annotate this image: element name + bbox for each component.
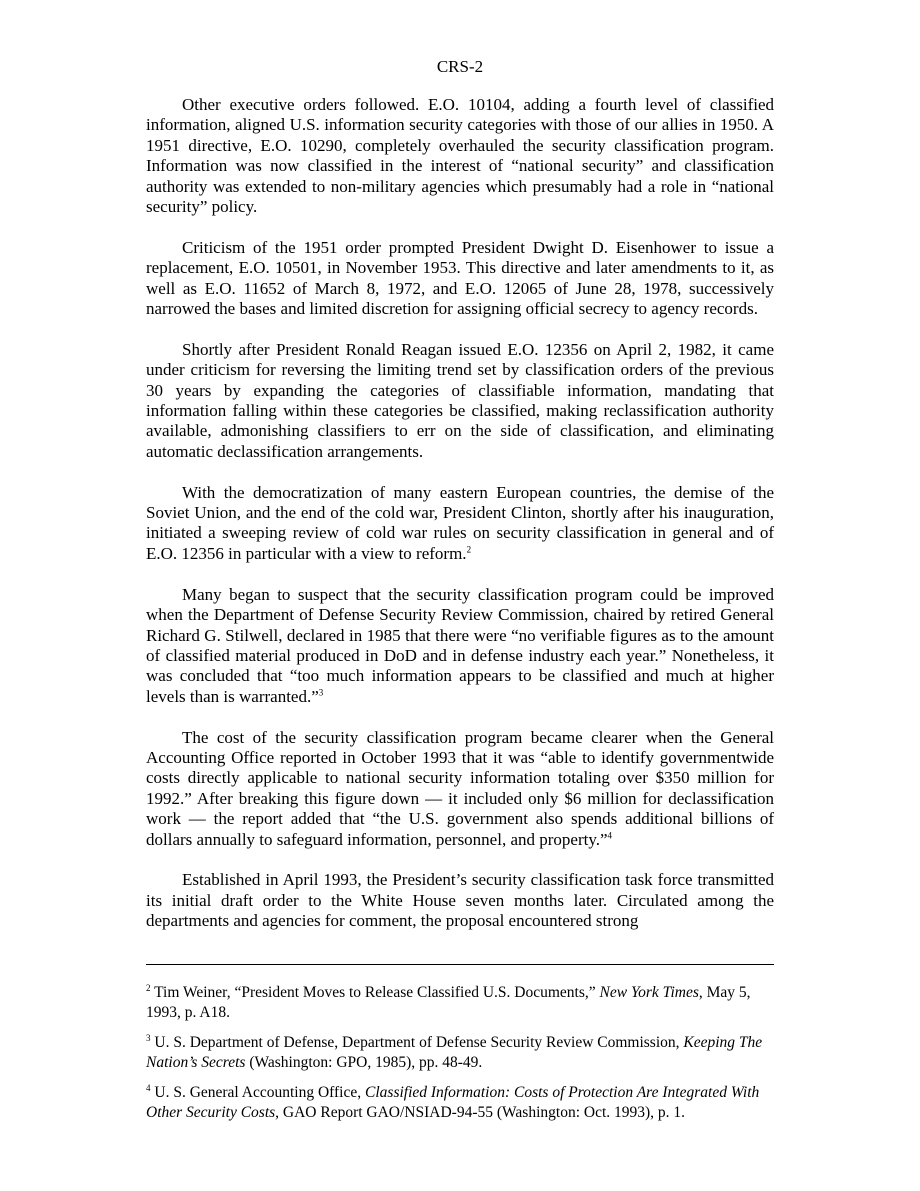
paragraph-text: With the democratization of many eastern European countries, the demise of the Soviet Union, and the end of the cold war, President Clinton, shortly after his inauguration, initiated a sweeping review of cold war rules on security classification in general and of E.O. 12356 in particular with a view to reform. — [146, 482, 774, 563]
footnotes — [146, 983, 774, 1133]
paragraph — [146, 483, 774, 565]
footnote-number: 4 — [146, 1082, 151, 1093]
paragraph — [146, 728, 774, 850]
footnote-text: , May 5, 1993, p. A18. — [146, 984, 751, 1021]
footnote-ref: 4 — [607, 829, 613, 840]
paragraph-text: Criticism of the 1951 order prompted President Dwight D. Eisenhower to issue a replacement, E.O. 10501, in November 1953. This directive and later amendments to it, as well as E.O. 11652 of March 8, 1972, and E.O. 12065 of June 28, 1978, successively narrowed the bases and limited discretion for assigning official secrecy to agency records. — [146, 237, 774, 319]
footnote — [146, 1083, 774, 1123]
paragraph-text: Other executive orders followed. E.O. 10104, adding a fourth level of classified information, aligned U.S. information security categories with those of our allies in 1950. A 1951 directive, E.O. 10290, completely overhauled the security classification program. Information was now classified in the interest of “national security” and classification authority was extended to non-military agencies which presumably had a role in “national security” policy. — [146, 95, 774, 217]
paragraph — [146, 585, 774, 707]
footnote-title: Keeping The Nation’s Secrets — [146, 1034, 763, 1071]
paragraph — [146, 340, 774, 462]
paragraph-text: Many began to suspect that the security classification program could be improved when the Department of Defense Security Review Commission, chaired by retired General Richard G. Stilwell, declared in 1985 that there were “no verifiable figures as to the amount of classified material produced in DoD and in defense industry each year.” Nonetheless, it was concluded that “too much information appears to be classified and much at higher levels than is warranted.” — [146, 584, 774, 706]
footnote-ref: 2 — [466, 544, 472, 555]
footnote-text: U. S. Department of Defense, Department of Defense Security Review Commission, — [150, 1034, 684, 1051]
footnote-text: , GAO Report GAO/NSIAD-94-55 (Washington: Oct. 1993), p. 1. — [275, 1104, 686, 1121]
footnote-text: Tim Weiner, “President Moves to Release Classified U.S. Documents,” — [150, 984, 600, 1001]
page-header: CRS-2 — [436, 57, 484, 76]
body-text — [146, 95, 774, 952]
footnote-title: Classified Information: Costs of Protection Are Integrated With Other Security Costs — [146, 1084, 760, 1121]
paragraph-text: Established in April 1993, the President’s security classification task force transmitted its initial draft order to the White House seven months later. Circulated among the departments and agencies for comment, the proposal encountered strong — [146, 870, 774, 931]
footnote-text: U. S. General Accounting Office, — [150, 1084, 366, 1101]
footnote-number: 2 — [146, 982, 151, 993]
footnote-divider — [146, 964, 774, 965]
footnote-number: 3 — [146, 1032, 151, 1043]
paragraph-text: The cost of the security classification program became clearer when the General Accounting Office reported in October 1993 that it was “able to identify governmentwide costs directly applicable to national security information totaling over $350 million for 1992.” After breaking this figure down — it included only $6 million for declassification work — the report added that “the U.S. government also spends additional billions of dollars annually to safeguard information, personnel, and property.” — [146, 727, 774, 849]
footnote-text: (Washington: GPO, 1985), pp. 48-49. — [245, 1054, 483, 1071]
footnote — [146, 983, 774, 1023]
paragraph — [146, 95, 774, 217]
footnote-ref: 3 — [318, 687, 324, 698]
paragraph — [146, 870, 774, 931]
paragraph — [146, 238, 774, 320]
footnote-title: New York Times — [599, 984, 699, 1001]
footnote — [146, 1033, 774, 1073]
paragraph-text: Shortly after President Ronald Reagan issued E.O. 12356 on April 2, 1982, it came under criticism for reversing the limiting trend set by classification orders of the previous 30 years by expanding the categories of classifiable information, mandating that information falling within these categories be classified, making reclassification authority available, admonishing classifiers to err on the side of classification, and eliminating automatic declassification arrangements. — [146, 339, 774, 461]
